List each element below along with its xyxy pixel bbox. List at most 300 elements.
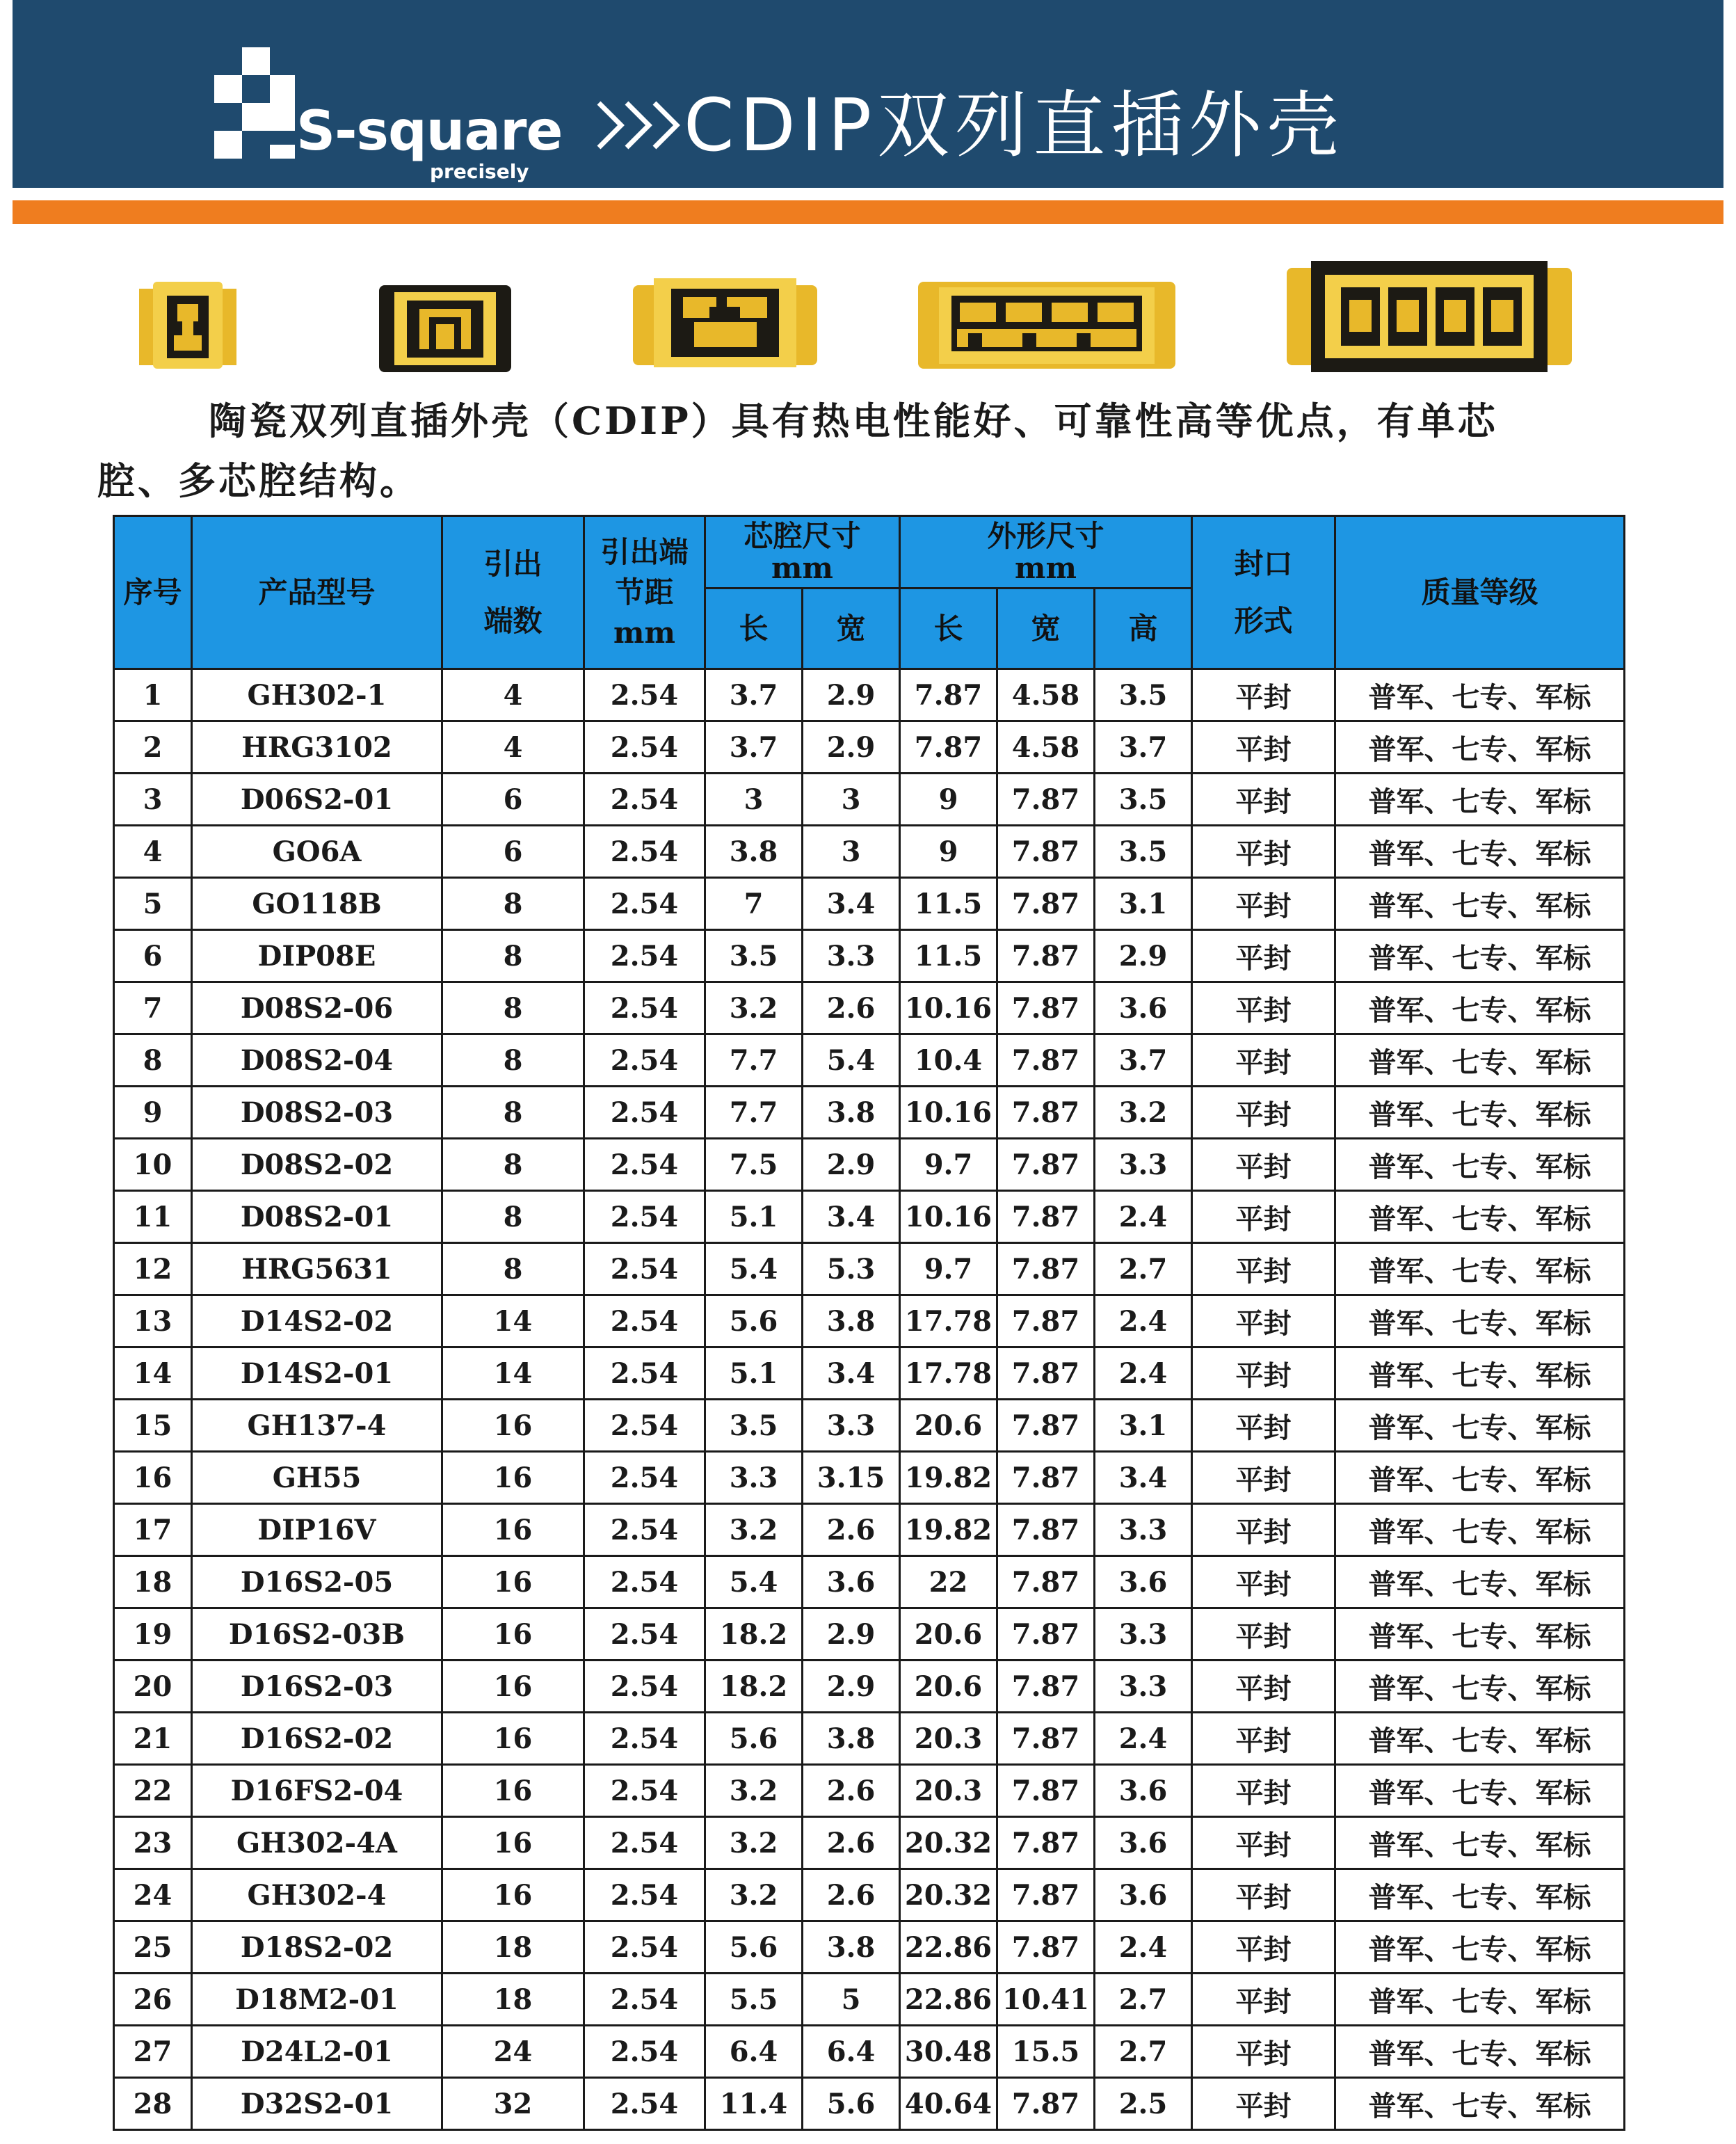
cell-cavity-width: 2.6 (803, 1504, 900, 1556)
cell-cavity-width: 3.6 (803, 1556, 900, 1608)
cell-model: GH55 (192, 1452, 442, 1504)
cell-model: D08S2-01 (192, 1191, 442, 1243)
cell-pitch: 2.54 (584, 1661, 705, 1713)
table-row (114, 1661, 1625, 1713)
cell-outline-length: 10.4 (900, 1034, 997, 1087)
cell-index: 20 (114, 1661, 192, 1713)
cell-outline-length: 20.32 (900, 1817, 997, 1869)
cell-index: 10 (114, 1139, 192, 1191)
cell-cavity-width: 2.9 (803, 721, 900, 774)
cell-outline-length: 22.86 (900, 1974, 997, 2026)
cell-cavity-length: 3.7 (705, 669, 803, 721)
accent-bar (13, 200, 1723, 224)
cell-pitch: 2.54 (584, 1974, 705, 2026)
header-grade: 质量等级 (1335, 516, 1625, 669)
cell-cavity-width: 5.4 (803, 1034, 900, 1087)
cell-index: 25 (114, 1921, 192, 1974)
cell-outline-height: 3.7 (1095, 721, 1192, 774)
cell-cavity-length: 18.2 (705, 1661, 803, 1713)
cell-outline-width: 4.58 (997, 669, 1095, 721)
cell-outline-length: 19.82 (900, 1452, 997, 1504)
cell-outline-length: 20.6 (900, 1608, 997, 1661)
cell-pitch: 2.54 (584, 1869, 705, 1921)
cell-pins: 16 (442, 1713, 584, 1765)
logo-square-icon (270, 145, 295, 159)
cell-outline-height: 3.6 (1095, 1556, 1192, 1608)
cell-pins: 14 (442, 1347, 584, 1400)
cell-cavity-width: 2.9 (803, 1608, 900, 1661)
cell-pitch: 2.54 (584, 1191, 705, 1243)
cell-outline-width: 7.87 (997, 1295, 1095, 1347)
cell-pitch: 2.54 (584, 1087, 705, 1139)
cell-outline-length: 7.87 (900, 669, 997, 721)
cell-outline-width: 7.87 (997, 1921, 1095, 1974)
cell-cavity-length: 5.5 (705, 1974, 803, 2026)
cell-pitch: 2.54 (584, 1556, 705, 1608)
cell-grade: 普军、七专、军标 (1335, 1817, 1625, 1869)
cell-outline-height: 3.3 (1095, 1608, 1192, 1661)
cell-pins: 8 (442, 982, 584, 1034)
table-row (114, 1139, 1625, 1191)
cell-pins: 8 (442, 1087, 584, 1139)
cell-grade: 普军、七专、军标 (1335, 1191, 1625, 1243)
cell-index: 9 (114, 1087, 192, 1139)
cell-seal: 平封 (1192, 878, 1335, 930)
cell-outline-height: 3.6 (1095, 982, 1192, 1034)
cell-outline-height: 3.2 (1095, 1087, 1192, 1139)
cell-pins: 6 (442, 826, 584, 878)
cell-model: D14S2-01 (192, 1347, 442, 1400)
cell-pins: 16 (442, 1661, 584, 1713)
cell-index: 2 (114, 721, 192, 774)
cell-seal: 平封 (1192, 1347, 1335, 1400)
cell-pins: 18 (442, 1974, 584, 2026)
table-row (114, 1452, 1625, 1504)
cell-index: 12 (114, 1243, 192, 1295)
cell-outline-width: 7.87 (997, 878, 1095, 930)
cell-seal: 平封 (1192, 2078, 1335, 2130)
cell-outline-width: 7.87 (997, 1817, 1095, 1869)
cell-cavity-width: 2.6 (803, 1765, 900, 1817)
cell-pins: 8 (442, 1139, 584, 1191)
cell-model: GH302-4 (192, 1869, 442, 1921)
header-outline-height: 高 (1095, 589, 1192, 669)
cell-outline-width: 7.87 (997, 1661, 1095, 1713)
cell-cavity-width: 3.8 (803, 1921, 900, 1974)
header-pitch: 引出端节距mm (584, 516, 705, 669)
table-row (114, 1556, 1625, 1608)
cell-cavity-width: 3 (803, 826, 900, 878)
cell-seal: 平封 (1192, 826, 1335, 878)
brand-logo (214, 40, 563, 183)
cell-outline-height: 3.3 (1095, 1504, 1192, 1556)
cell-seal: 平封 (1192, 2026, 1335, 2078)
cell-cavity-length: 5.4 (705, 1243, 803, 1295)
cell-outline-width: 7.87 (997, 1869, 1095, 1921)
cell-pins: 16 (442, 1869, 584, 1921)
cell-outline-height: 3.6 (1095, 1869, 1192, 1921)
cell-seal: 平封 (1192, 1087, 1335, 1139)
cell-pitch: 2.54 (584, 930, 705, 982)
cell-model: D24L2-01 (192, 2026, 442, 2078)
cell-cavity-width: 5.6 (803, 2078, 900, 2130)
cell-index: 19 (114, 1608, 192, 1661)
cell-index: 8 (114, 1034, 192, 1087)
cell-outline-length: 20.3 (900, 1765, 997, 1817)
cell-model: DIP16V (192, 1504, 442, 1556)
cell-cavity-length: 3 (705, 774, 803, 826)
cell-outline-width: 7.87 (997, 826, 1095, 878)
cell-grade: 普军、七专、军标 (1335, 669, 1625, 721)
table-row (114, 1765, 1625, 1817)
cell-pitch: 2.54 (584, 774, 705, 826)
table-row (114, 1087, 1625, 1139)
cell-seal: 平封 (1192, 1243, 1335, 1295)
cell-cavity-length: 3.8 (705, 826, 803, 878)
cell-grade: 普军、七专、军标 (1335, 1661, 1625, 1713)
cell-outline-width: 7.87 (997, 774, 1095, 826)
cell-outline-width: 7.87 (997, 1243, 1095, 1295)
cell-outline-height: 3.5 (1095, 669, 1192, 721)
cell-outline-width: 7.87 (997, 982, 1095, 1034)
cell-grade: 普军、七专、军标 (1335, 1504, 1625, 1556)
cell-model: D18S2-02 (192, 1921, 442, 1974)
table-row (114, 1295, 1625, 1347)
cell-cavity-width: 5.3 (803, 1243, 900, 1295)
header-cavity: 芯腔尺寸 mm (705, 516, 900, 589)
table-row (114, 2078, 1625, 2130)
cell-model: GH302-1 (192, 669, 442, 721)
cell-model: D16S2-03 (192, 1661, 442, 1713)
cell-outline-length: 20.32 (900, 1869, 997, 1921)
cell-grade: 普军、七专、军标 (1335, 1087, 1625, 1139)
cell-cavity-width: 3.8 (803, 1295, 900, 1347)
cell-index: 11 (114, 1191, 192, 1243)
cell-cavity-length: 7 (705, 878, 803, 930)
cell-model: D18M2-01 (192, 1974, 442, 2026)
cell-pitch: 2.54 (584, 1713, 705, 1765)
cell-outline-width: 7.87 (997, 1556, 1095, 1608)
table-row (114, 1034, 1625, 1087)
cell-pitch: 2.54 (584, 1295, 705, 1347)
page-title: CDIP双列直插外壳 (684, 83, 1345, 168)
cell-outline-length: 22.86 (900, 1921, 997, 1974)
cell-cavity-length: 11.4 (705, 2078, 803, 2130)
table-row (114, 1400, 1625, 1452)
spec-table (113, 515, 1625, 2131)
cell-cavity-width: 3.4 (803, 1347, 900, 1400)
cell-seal: 平封 (1192, 930, 1335, 982)
cell-outline-height: 2.7 (1095, 1974, 1192, 2026)
cell-index: 3 (114, 774, 192, 826)
cell-outline-length: 9.7 (900, 1139, 997, 1191)
table-row (114, 1869, 1625, 1921)
cell-index: 21 (114, 1713, 192, 1765)
cell-cavity-width: 3.4 (803, 1191, 900, 1243)
cell-cavity-width: 3.3 (803, 1400, 900, 1452)
cell-grade: 普军、七专、军标 (1335, 1243, 1625, 1295)
cell-model: D16S2-03B (192, 1608, 442, 1661)
cell-grade: 普军、七专、军标 (1335, 1921, 1625, 1974)
header-cavity-length: 长 (705, 589, 803, 669)
cell-cavity-length: 5.1 (705, 1347, 803, 1400)
cell-cavity-width: 3.4 (803, 878, 900, 930)
cell-outline-length: 22 (900, 1556, 997, 1608)
cell-cavity-length: 3.5 (705, 930, 803, 982)
cell-seal: 平封 (1192, 774, 1335, 826)
table-row (114, 1191, 1625, 1243)
cell-cavity-length: 3.7 (705, 721, 803, 774)
cell-outline-width: 7.87 (997, 1452, 1095, 1504)
cell-seal: 平封 (1192, 1295, 1335, 1347)
cell-seal: 平封 (1192, 1713, 1335, 1765)
cell-model: D14S2-02 (192, 1295, 442, 1347)
cell-model: D06S2-01 (192, 774, 442, 826)
cell-pins: 8 (442, 1191, 584, 1243)
cell-seal: 平封 (1192, 1504, 1335, 1556)
cell-grade: 普军、七专、军标 (1335, 982, 1625, 1034)
table-row (114, 878, 1625, 930)
cell-outline-width: 4.58 (997, 721, 1095, 774)
cell-pins: 6 (442, 774, 584, 826)
cell-seal: 平封 (1192, 1869, 1335, 1921)
cell-outline-height: 3.3 (1095, 1139, 1192, 1191)
cell-index: 7 (114, 982, 192, 1034)
cell-cavity-length: 6.4 (705, 2026, 803, 2078)
cell-seal: 平封 (1192, 1608, 1335, 1661)
cell-outline-height: 3.1 (1095, 1400, 1192, 1452)
header-outline: 外形尺寸 mm (900, 516, 1192, 589)
cell-outline-width: 7.87 (997, 1034, 1095, 1087)
cell-seal: 平封 (1192, 721, 1335, 774)
cell-pins: 4 (442, 669, 584, 721)
table-row (114, 1817, 1625, 1869)
header-cavity-width: 宽 (803, 589, 900, 669)
cdip-multi-cavity-package-image (918, 275, 1175, 372)
cell-cavity-length: 3.5 (705, 1400, 803, 1452)
cell-model: D08S2-02 (192, 1139, 442, 1191)
cell-cavity-length: 18.2 (705, 1608, 803, 1661)
logo-square-icon (242, 47, 270, 75)
cell-grade: 普军、七专、军标 (1335, 1713, 1625, 1765)
cell-cavity-length: 5.6 (705, 1921, 803, 1974)
cell-index: 16 (114, 1452, 192, 1504)
cell-pitch: 2.54 (584, 1139, 705, 1191)
table-row (114, 826, 1625, 878)
cell-outline-width: 7.87 (997, 1347, 1095, 1400)
cell-model: D08S2-03 (192, 1087, 442, 1139)
cell-outline-width: 7.87 (997, 1765, 1095, 1817)
table-row (114, 1608, 1625, 1661)
cell-cavity-width: 3.15 (803, 1452, 900, 1504)
cell-index: 26 (114, 1974, 192, 2026)
cell-outline-height: 2.9 (1095, 930, 1192, 982)
cell-pins: 8 (442, 930, 584, 982)
cell-outline-width: 7.87 (997, 1139, 1095, 1191)
table-row (114, 774, 1625, 826)
cell-outline-height: 3.1 (1095, 878, 1192, 930)
cell-cavity-length: 7.7 (705, 1034, 803, 1087)
cell-outline-length: 40.64 (900, 2078, 997, 2130)
cell-grade: 普军、七专、军标 (1335, 826, 1625, 878)
cell-grade: 普军、七专、军标 (1335, 1452, 1625, 1504)
cell-grade: 普军、七专、军标 (1335, 1295, 1625, 1347)
cell-pins: 24 (442, 2026, 584, 2078)
cell-index: 23 (114, 1817, 192, 1869)
cell-cavity-width: 3 (803, 774, 900, 826)
header-banner (13, 0, 1723, 188)
cell-outline-width: 7.87 (997, 930, 1095, 982)
cell-cavity-width: 2.6 (803, 1817, 900, 1869)
cell-grade: 普军、七专、军标 (1335, 1347, 1625, 1400)
cell-seal: 平封 (1192, 1034, 1335, 1087)
cell-outline-width: 7.87 (997, 1713, 1095, 1765)
cell-pins: 16 (442, 1504, 584, 1556)
cell-outline-length: 20.6 (900, 1400, 997, 1452)
cell-grade: 普军、七专、军标 (1335, 1974, 1625, 2026)
cell-cavity-width: 2.6 (803, 1869, 900, 1921)
cell-cavity-width: 2.9 (803, 1661, 900, 1713)
table-row (114, 1713, 1625, 1765)
cell-pins: 16 (442, 1400, 584, 1452)
logo-square-icon (242, 103, 270, 131)
cell-model: D16S2-05 (192, 1556, 442, 1608)
cell-cavity-length: 3.3 (705, 1452, 803, 1504)
cell-pitch: 2.54 (584, 1347, 705, 1400)
cell-outline-length: 20.3 (900, 1713, 997, 1765)
cell-cavity-length: 5.4 (705, 1556, 803, 1608)
cell-index: 5 (114, 878, 192, 930)
cell-grade: 普军、七专、军标 (1335, 1556, 1625, 1608)
cell-seal: 平封 (1192, 1400, 1335, 1452)
cell-pins: 16 (442, 1765, 584, 1817)
cell-grade: 普军、七专、军标 (1335, 1608, 1625, 1661)
product-description: 陶瓷双列直插外壳（CDIP）具有热电性能好、可靠性高等优点，有单芯腔、多芯腔结构。 (97, 399, 1498, 503)
cell-outline-height: 2.5 (1095, 2078, 1192, 2130)
cell-index: 17 (114, 1504, 192, 1556)
cell-outline-width: 7.87 (997, 1087, 1095, 1139)
cell-pins: 16 (442, 1556, 584, 1608)
cell-grade: 普军、七专、军标 (1335, 774, 1625, 826)
cell-outline-width: 7.87 (997, 1191, 1095, 1243)
cell-pins: 8 (442, 1243, 584, 1295)
cell-model: D16S2-02 (192, 1713, 442, 1765)
table-row (114, 2026, 1625, 2078)
cell-seal: 平封 (1192, 1191, 1335, 1243)
cell-pitch: 2.54 (584, 721, 705, 774)
cell-outline-width: 7.87 (997, 2078, 1095, 2130)
cdip-8pin-package-image (633, 275, 817, 372)
cell-outline-height: 3.6 (1095, 1765, 1192, 1817)
cell-model: GH137-4 (192, 1400, 442, 1452)
cell-outline-length: 20.6 (900, 1661, 997, 1713)
cell-pitch: 2.54 (584, 1504, 705, 1556)
spec-table-body (114, 669, 1625, 2130)
cell-outline-length: 11.5 (900, 878, 997, 930)
cell-model: HRG5631 (192, 1243, 442, 1295)
cell-pins: 14 (442, 1295, 584, 1347)
cell-seal: 平封 (1192, 1817, 1335, 1869)
cell-outline-length: 10.16 (900, 1087, 997, 1139)
cell-pitch: 2.54 (584, 1608, 705, 1661)
cell-pitch: 2.54 (584, 669, 705, 721)
cell-seal: 平封 (1192, 1921, 1335, 1974)
cell-pitch: 2.54 (584, 1817, 705, 1869)
cell-grade: 普军、七专、军标 (1335, 878, 1625, 930)
cell-index: 18 (114, 1556, 192, 1608)
table-row (114, 669, 1625, 721)
header-outline-length: 长 (900, 589, 997, 669)
cell-pins: 8 (442, 1034, 584, 1087)
cell-grade: 普军、七专、军标 (1335, 1034, 1625, 1087)
cell-pitch: 2.54 (584, 1765, 705, 1817)
cell-cavity-length: 5.6 (705, 1713, 803, 1765)
cell-outline-length: 19.82 (900, 1504, 997, 1556)
header-index: 序号 (114, 516, 192, 669)
cell-pitch: 2.54 (584, 1243, 705, 1295)
brand-tagline: precisely (430, 160, 529, 183)
cell-cavity-width: 3.8 (803, 1087, 900, 1139)
table-row (114, 1504, 1625, 1556)
cell-seal: 平封 (1192, 1139, 1335, 1191)
cell-pins: 18 (442, 1921, 584, 1974)
cell-seal: 平封 (1192, 1556, 1335, 1608)
logo-square-icon (214, 75, 242, 103)
cell-outline-length: 17.78 (900, 1295, 997, 1347)
cell-model: HRG3102 (192, 721, 442, 774)
table-row (114, 930, 1625, 982)
cell-outline-length: 30.48 (900, 2026, 997, 2078)
cell-seal: 平封 (1192, 669, 1335, 721)
cell-cavity-length: 3.2 (705, 1765, 803, 1817)
table-row (114, 1974, 1625, 2026)
header-seal: 封口形式 (1192, 516, 1335, 669)
cell-index: 27 (114, 2026, 192, 2078)
cell-seal: 平封 (1192, 1452, 1335, 1504)
cell-pitch: 2.54 (584, 982, 705, 1034)
cell-pitch: 2.54 (584, 1452, 705, 1504)
triple-chevron-icon (593, 97, 684, 153)
cell-cavity-length: 3.2 (705, 1869, 803, 1921)
cell-cavity-length: 3.2 (705, 1504, 803, 1556)
cell-grade: 普军、七专、军标 (1335, 2078, 1625, 2130)
cell-pins: 16 (442, 1608, 584, 1661)
table-row (114, 1347, 1625, 1400)
cell-outline-height: 2.4 (1095, 1191, 1192, 1243)
cell-outline-height: 3.3 (1095, 1661, 1192, 1713)
cell-outline-height: 2.4 (1095, 1347, 1192, 1400)
cell-outline-height: 3.7 (1095, 1034, 1192, 1087)
cell-index: 14 (114, 1347, 192, 1400)
cell-pins: 16 (442, 1452, 584, 1504)
cdip-quad-cavity-package-image (1287, 261, 1572, 372)
cell-outline-height: 3.6 (1095, 1817, 1192, 1869)
cell-cavity-length: 3.2 (705, 1817, 803, 1869)
cell-cavity-width: 5 (803, 1974, 900, 2026)
cell-pins: 32 (442, 2078, 584, 2130)
cell-cavity-width: 2.9 (803, 1139, 900, 1191)
cell-outline-length: 10.16 (900, 1191, 997, 1243)
cell-outline-height: 3.5 (1095, 826, 1192, 878)
cdip-square-cavity-package-image (379, 278, 511, 376)
cdip-4pin-package-image (139, 282, 236, 372)
cell-grade: 普军、七专、军标 (1335, 1869, 1625, 1921)
cell-index: 1 (114, 669, 192, 721)
cell-outline-length: 11.5 (900, 930, 997, 982)
cell-cavity-length: 5.6 (705, 1295, 803, 1347)
cell-pins: 8 (442, 878, 584, 930)
cell-model: GO6A (192, 826, 442, 878)
